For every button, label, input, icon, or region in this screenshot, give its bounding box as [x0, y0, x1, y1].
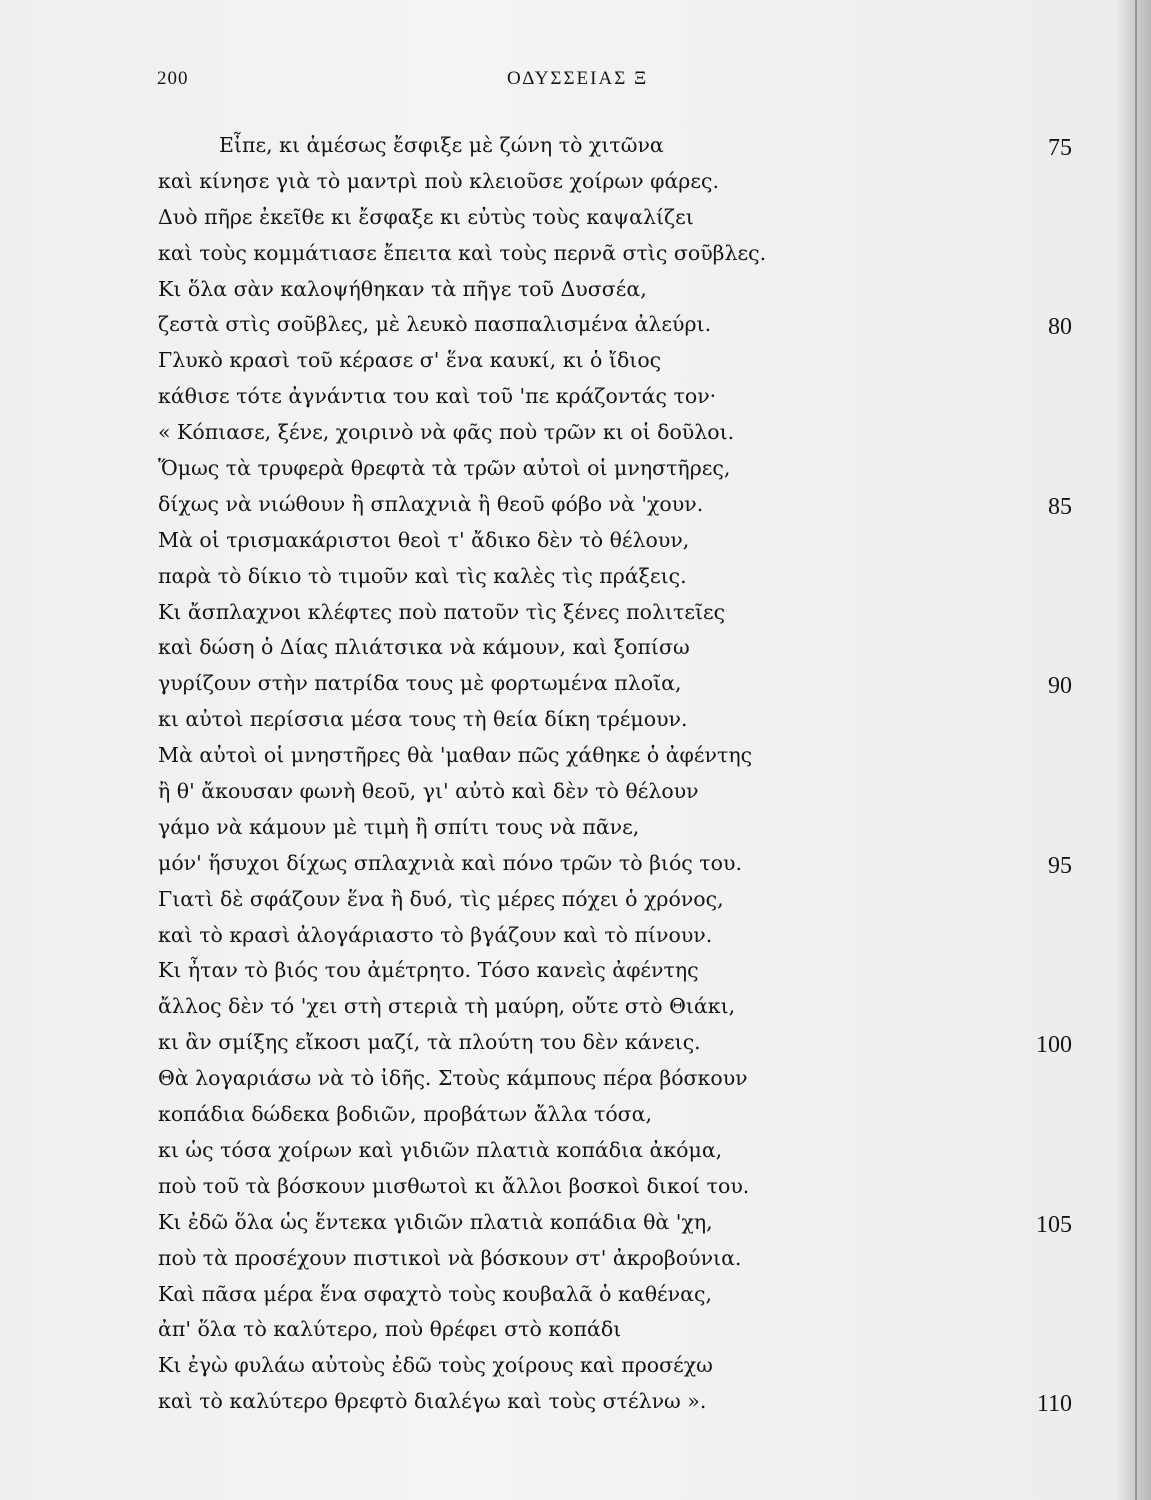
verse-line — [0, 1205, 1151, 1241]
verse-line — [0, 630, 1151, 666]
verse-line-text: Γλυκὸ κρασὶ τοῦ κέρασε σ' ἕνα καυκί, κι ὁ ἴδιος — [158, 348, 662, 373]
verse-line-text: γάμο νὰ κάμουν μὲ τιμὴ ἢ σπίτι τους νὰ πᾶνε, — [158, 814, 640, 839]
verse-line-text: καὶ τὸ καλύτερο θρεφτὸ διαλέγω καὶ τοὺς στέλνω ». — [158, 1389, 707, 1414]
verse-line — [0, 272, 1151, 308]
line-number: 85 — [1048, 493, 1072, 520]
verse-line-text: ζεστὰ στὶς σοῦβλες, μὲ λευκὸ πασπαλισμένα ἀλεύρι. — [158, 312, 712, 337]
verse-line-text: Ὅμως τὰ τρυφερὰ θρεφτὰ τὰ τρῶν αὐτοὶ οἱ μνηστῆρες, — [158, 456, 731, 481]
verse-line-text: ἢ θ' ἄκουσαν φωνὴ θεοῦ, γι' αὐτὸ καὶ δὲν τὸ θέλουν — [158, 779, 699, 804]
verse-line-text: Μὰ αὐτοὶ οἱ μνηστῆρες θὰ 'μαθαν πῶς χάθηκε ὁ ἀφέντης — [158, 743, 753, 768]
line-number: 105 — [1036, 1211, 1072, 1238]
verse-line — [0, 1169, 1151, 1205]
verse-line — [0, 1348, 1151, 1384]
verse-line-text: Κι ἦταν τὸ βιός του ἀμέτρητο. Τόσο κανεὶς ἀφέντης — [158, 958, 699, 983]
verse-line — [0, 1277, 1151, 1313]
verse-line — [0, 702, 1151, 738]
verse-line-text: Δυὸ πῆρε ἐκεῖθε κι ἔσφαξε κι εὐτὺς τοὺς καψαλίζει — [158, 204, 694, 229]
verse-line — [0, 918, 1151, 954]
verse-line — [0, 451, 1151, 487]
line-number: 95 — [1048, 852, 1072, 879]
running-title: ΟΔΥΣΣΕΙΑΣ Ξ — [507, 68, 649, 89]
verse-line — [0, 1384, 1151, 1420]
verse-line — [0, 415, 1151, 451]
verse-line — [0, 379, 1151, 415]
verse-line-text: Καὶ πᾶσα μέρα ἕνα σφαχτὸ τοὺς κουβαλᾶ ὁ καθένας, — [158, 1281, 712, 1306]
verse-line-text: Μὰ οἱ τρισμακάριστοι θεοὶ τ' ἄδικο δὲν τὸ θέλουν, — [158, 527, 690, 552]
verse-line-text: Γιατὶ δὲ σφάζουν ἕνα ἢ δυό, τὶς μέρες πόχει ὁ χρόνος, — [158, 886, 724, 911]
verse-line-text: κι ἂν σμίξης εἴκοσι μαζί, τὰ πλούτη του δὲν κάνεις. — [158, 1030, 701, 1055]
verse-line-text: κι αὐτοὶ περίσσια μέσα τους τὴ θεία δίκη τρέμουν. — [158, 707, 688, 732]
verse-line — [0, 487, 1151, 523]
verse-line-text: καὶ τὸ κρασὶ ἀλογάριαστο τὸ βγάζουν καὶ τὸ πίνουν. — [158, 922, 713, 947]
line-number: 90 — [1048, 673, 1072, 700]
verse-line — [0, 666, 1151, 702]
verse-line-text: Κι ἐδῶ ὅλα ὡς ἕντεκα γιδιῶν πλατιὰ κοπάδια θὰ 'χη, — [158, 1209, 713, 1234]
page-header — [157, 68, 677, 98]
verse-line — [0, 882, 1151, 918]
verse-line-text: Κι ὅλα σὰν καλοψήθηκαν τὰ πῆγε τοῦ Δυσσέα, — [158, 276, 647, 301]
verse-line — [0, 343, 1151, 379]
verse-line — [0, 595, 1151, 631]
verse-line — [0, 774, 1151, 810]
line-number: 100 — [1036, 1032, 1072, 1059]
verse-line-text: ποὺ τοῦ τὰ βόσκουν μισθωτοὶ κι ἄλλοι βοσκοὶ δικοί του. — [158, 1173, 750, 1198]
line-number: 80 — [1048, 314, 1072, 341]
verse-line-text: Κι ἄσπλαχνοι κλέφτες ποὺ πατοῦν τὶς ξένες πολιτεῖες — [158, 599, 726, 624]
poem-text — [0, 128, 1151, 1420]
verse-line-text: καὶ κίνησε γιὰ τὸ μαντρὶ ποὺ κλειοῦσε χοίρων φάρες. — [158, 168, 719, 193]
verse-line — [0, 810, 1151, 846]
verse-line — [0, 1312, 1151, 1348]
verse-line-text: Κι ἐγὼ φυλάω αὐτοὺς ἐδῶ τοὺς χοίρους καὶ προσέχω — [158, 1353, 713, 1378]
verse-line-text: κάθισε τότε ἀγνάντια του καὶ τοῦ 'πε κράζοντάς τον· — [158, 384, 717, 409]
verse-line-text: μόν' ἥσυχοι δίχως σπλαχνιὰ καὶ πόνο τρῶν τὸ βιός του. — [158, 850, 742, 875]
verse-line-text: καὶ τοὺς κομμάτιασε ἔπειτα καὶ τοὺς περνᾶ στὶς σοῦβλες. — [158, 240, 767, 265]
verse-line-text: ἄλλος δὲν τό 'χει στὴ στεριὰ τὴ μαύρη, οὔτε στὸ Θιάκι, — [158, 994, 736, 1019]
verse-line — [0, 1133, 1151, 1169]
verse-line-text: ποὺ τὰ προσέχουν πιστικοὶ νὰ βόσκουν στ' ἀκροβούνια. — [158, 1245, 742, 1270]
verse-line — [0, 1241, 1151, 1277]
verse-line — [0, 989, 1151, 1025]
line-number: 75 — [1048, 135, 1072, 161]
verse-line — [0, 1061, 1151, 1097]
verse-line — [0, 307, 1151, 343]
verse-line — [0, 846, 1151, 882]
verse-line-text: παρὰ τὸ δίκιο τὸ τιμοῦν καὶ τὶς καλὲς τὶς πράξεις. — [158, 563, 687, 588]
line-number: 110 — [1036, 1391, 1072, 1418]
verse-line-text: κι ὡς τόσα χοίρων καὶ γιδιῶν πλατιὰ κοπάδια ἀκόμα, — [158, 1137, 723, 1162]
verse-line — [0, 1097, 1151, 1133]
verse-line — [0, 236, 1151, 272]
verse-line — [0, 738, 1151, 774]
verse-line — [0, 523, 1151, 559]
verse-line — [0, 1025, 1151, 1061]
verse-line-text: Θὰ λογαριάσω νὰ τὸ ἰδῆς. Στοὺς κάμπους πέρα βόσκουν — [158, 1066, 748, 1091]
verse-line — [0, 200, 1151, 236]
verse-line-text: δίχως νὰ νιώθουν ἢ σπλαχνιὰ ἢ θεοῦ φόβο νὰ 'χουν. — [158, 491, 704, 516]
verse-line-text: ἀπ' ὅλα τὸ καλύτερο, ποὺ θρέφει στὸ κοπάδι — [158, 1317, 622, 1342]
verse-line-text: γυρίζουν στὴν πατρίδα τους μὲ φορτωμένα πλοῖα, — [158, 671, 682, 696]
verse-line-text: καὶ δώση ὁ Δίας πλιάτσικα νὰ κάμουν, καὶ ξοπίσω — [158, 635, 690, 660]
page-number: 200 — [157, 68, 189, 89]
verse-line-text: Εἶπε, κι ἀμέσως ἔσφιξε μὲ ζώνη τὸ χιτῶνα — [219, 133, 664, 157]
verse-line — [0, 164, 1151, 200]
verse-line-text: « Κόπιασε, ξένε, χοιρινὸ νὰ φᾶς ποὺ τρῶν κι οἱ δοῦλοι. — [158, 420, 735, 445]
verse-line — [0, 128, 1151, 164]
verse-line — [0, 559, 1151, 595]
verse-line — [0, 953, 1151, 989]
verse-line-text: κοπάδια δώδεκα βοδιῶν, προβάτων ἄλλα τόσα, — [158, 1102, 653, 1127]
